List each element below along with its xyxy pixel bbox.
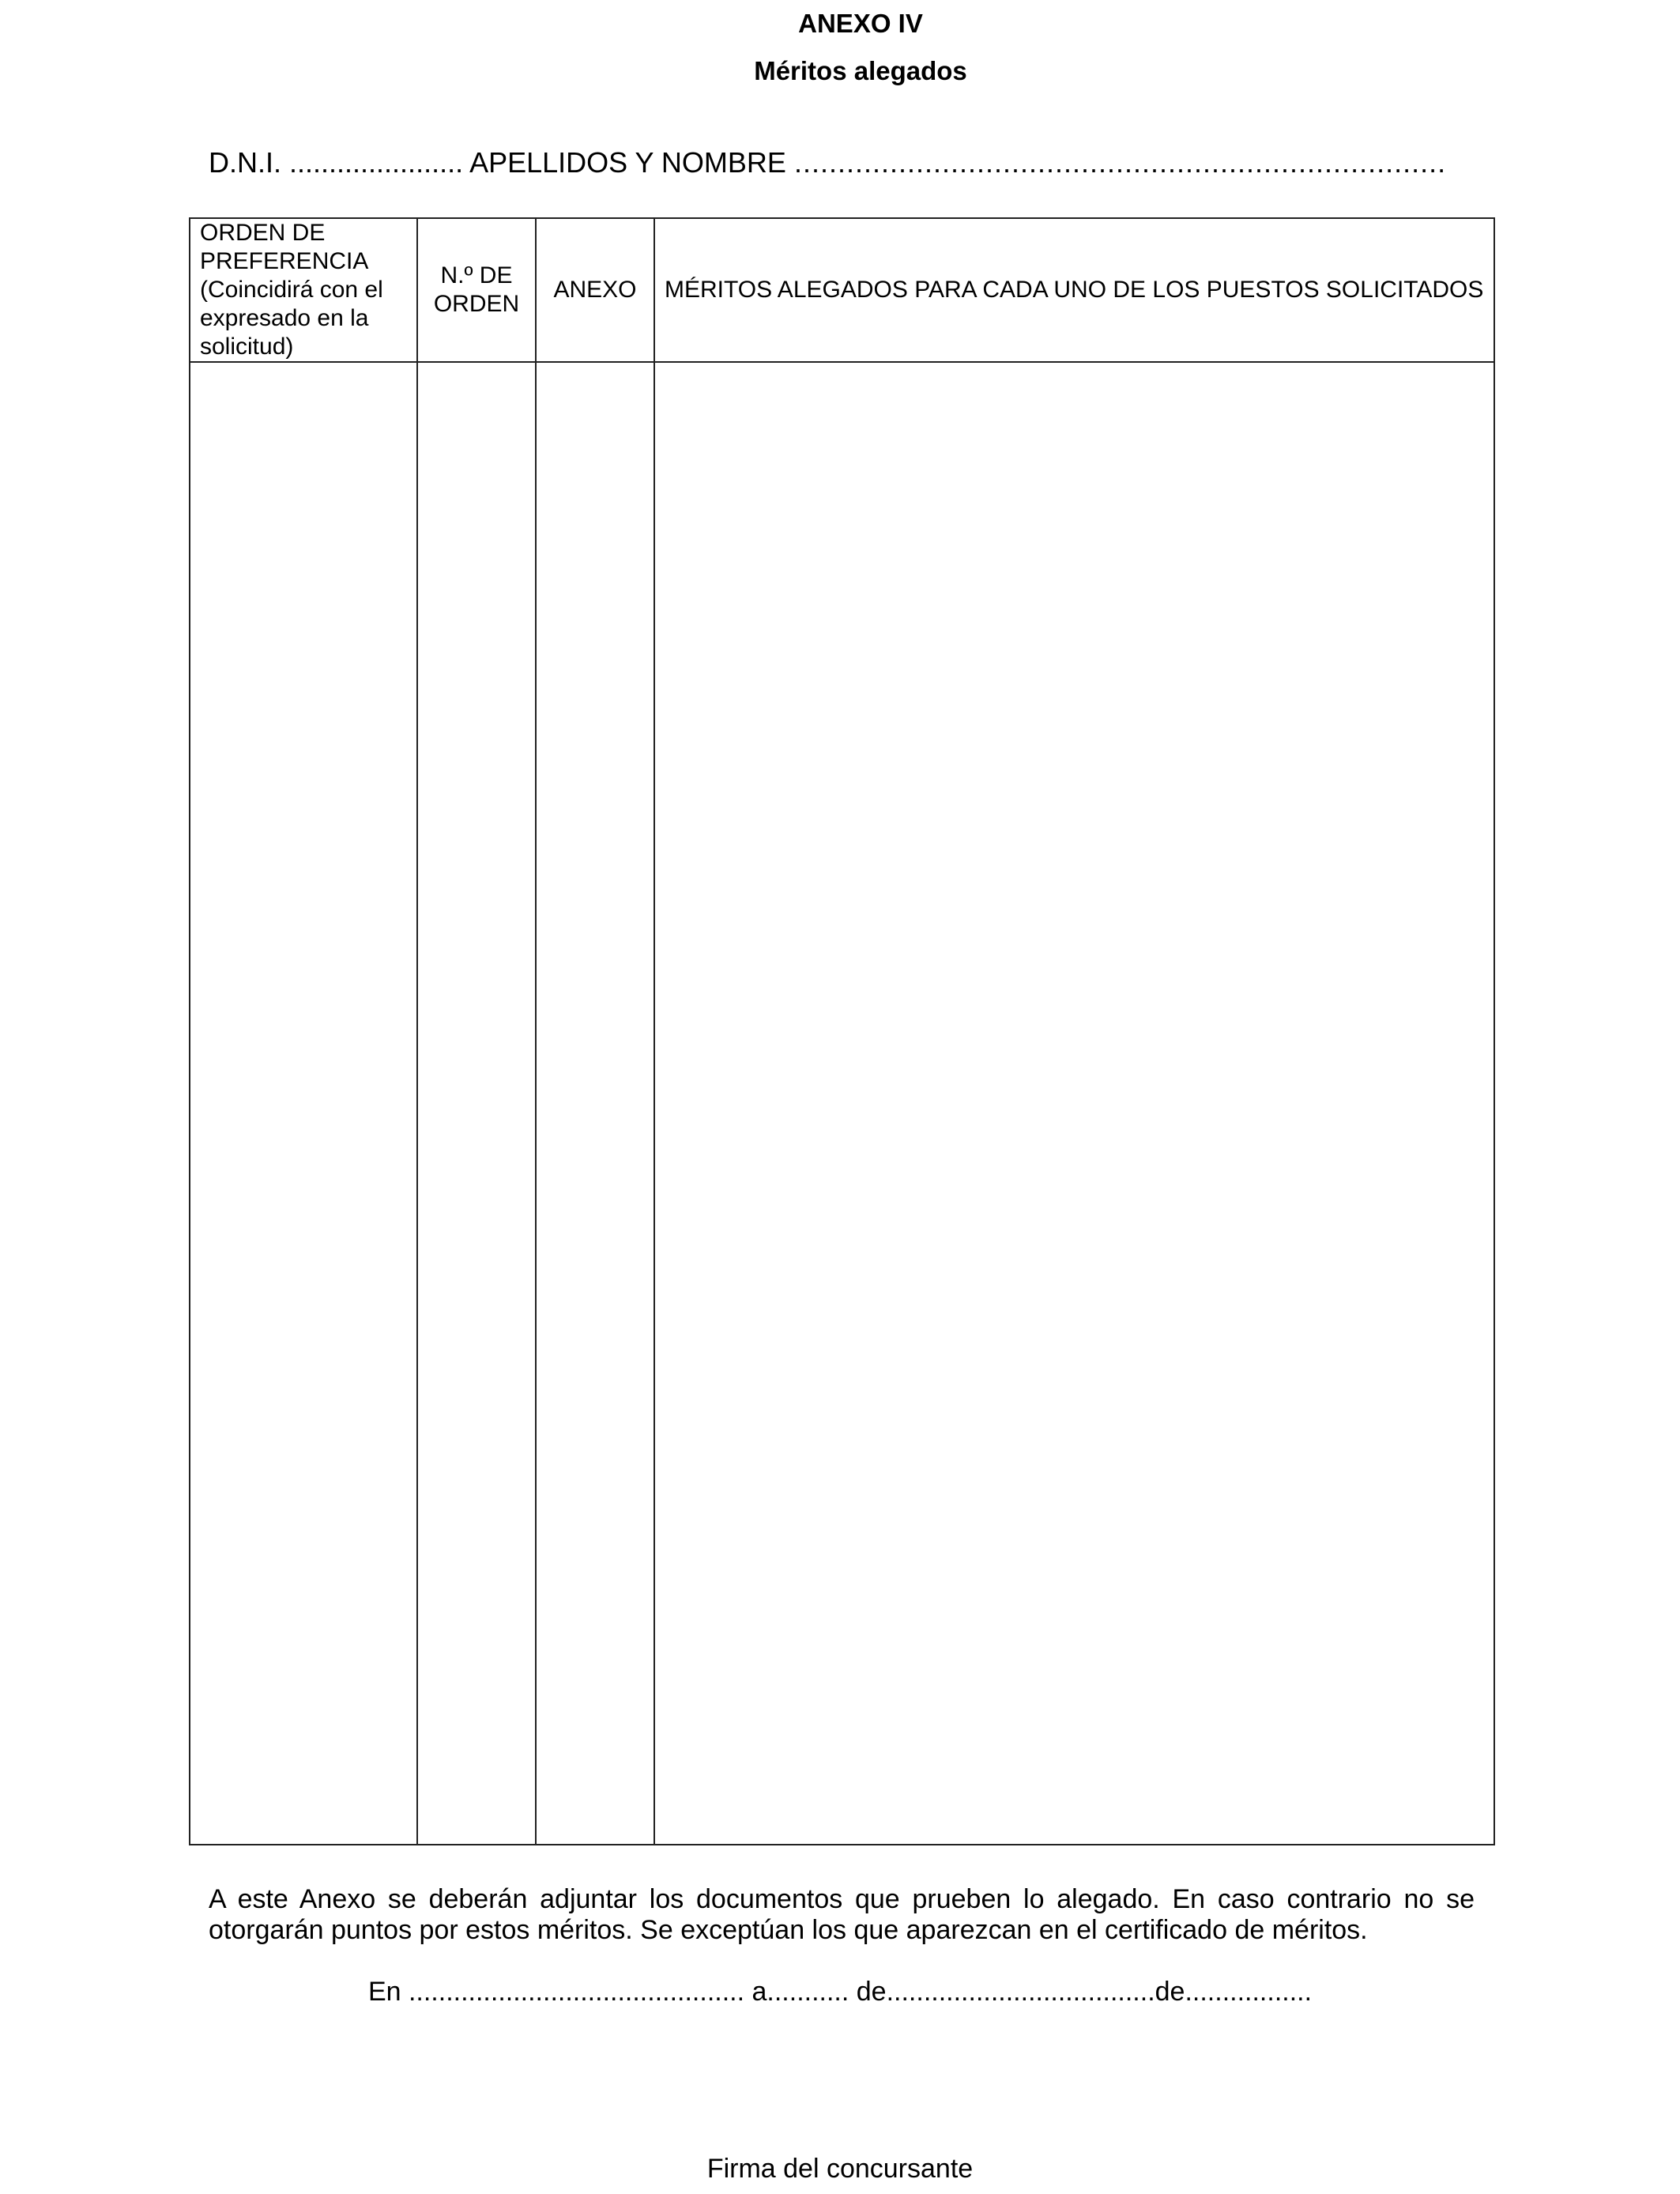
annex-title: ANEXO IV: [798, 9, 923, 38]
header-order-number: N.º DE ORDEN: [417, 218, 536, 362]
cell-merits[interactable]: [654, 362, 1494, 1845]
name-field[interactable]: ...........................................................................: [793, 146, 1447, 179]
applicant-line: [209, 145, 1446, 180]
place-date-line[interactable]: En ............................................. a........... de....................................de.................: [367, 1977, 1313, 2007]
dni-field[interactable]: ......................: [289, 146, 464, 179]
header-preference-order: ORDEN DE PREFERENCIA (Coincidirá con el expresado en la solicitud): [190, 218, 417, 362]
table-header-row: [190, 218, 1494, 362]
attachment-note: A este Anexo se deberán adjuntar los documentos que prueben lo alegado. En caso contrario no se otorgarán puntos por estos méritos. Se exceptúan los que aparezcan en el certificado de méritos.: [209, 1884, 1475, 1945]
cell-order-number[interactable]: [417, 362, 536, 1845]
signature-label: Firma del concursante: [706, 2154, 974, 2184]
merits-table: [189, 217, 1495, 1845]
header-merits: MÉRITOS ALEGADOS PARA CADA UNO DE LOS PUESTOS SOLICITADOS: [654, 218, 1494, 362]
table-row: [190, 362, 1494, 1845]
annex-subtitle: Méritos alegados: [754, 56, 967, 85]
cell-annex[interactable]: [536, 362, 654, 1845]
name-label: APELLIDOS Y NOMBRE: [469, 146, 786, 179]
dni-label: D.N.I.: [209, 146, 282, 179]
header-annex: ANEXO: [536, 218, 654, 362]
cell-preference-order[interactable]: [190, 362, 417, 1845]
